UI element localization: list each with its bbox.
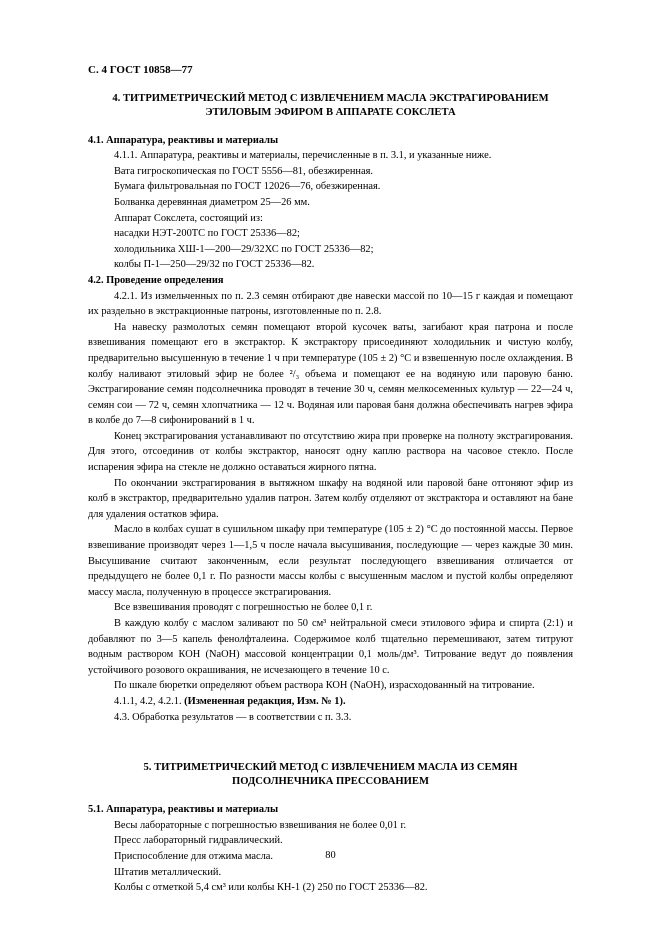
page-header: С. 4 ГОСТ 10858—77 <box>88 64 193 76</box>
amendment-label: (Измененная редакция, Изм. № 1). <box>184 695 346 707</box>
section-5-title <box>88 761 573 789</box>
paragraph-4-3: 4.3. Обработка результатов — в соответствии с п. 3.3. <box>114 711 352 723</box>
list-item: Штатив металлический. <box>114 866 222 878</box>
list-item: Весы лабораторные с погрешностью взвешивания не более 0,01 г. <box>114 819 407 831</box>
list-item: Вата гигроскопическая по ГОСТ 5556—81, обезжиренная. <box>114 165 373 177</box>
list-item: Приспособление для отжима масла. <box>114 850 273 862</box>
paragraph: На навеску размолотых семян помещают второй кусочек ваты, загибают края патрона и после взвешивания помещают его в экстрактор. К экстрактору присоединяют холодильник и чистую колбу, предварительно высушенную в течение 1 ч при температуре (105 ± 2) °С и взвешенную после охлаждения. В колбу наливают этиловый эфир не более ²/₃ объема и помещают ее на водяную или паровую баню. Экстрагирование семян подсолнечника проводят в течение 30 ч, семян мелкосеменных культур — 22—24 ч, семян сои — 72 ч, семян хлопчатника — 12 ч. Водяная или паровая баня должна обеспечивать нагрев эфира в колбе до 7—8 сифонирований в 1 ч. <box>88 321 573 427</box>
paragraph-4-1-1: 4.1.1. Аппаратура, реактивы и материалы, перечисленные в п. 3.1, и указанные ниже. <box>114 150 492 162</box>
subsection-5-1-heading: 5.1. Аппаратура, реактивы и материалы <box>88 804 279 816</box>
page-number: 80 <box>325 850 336 861</box>
paragraph: Все взвешивания проводят с погрешностью не более 0,1 г. <box>114 602 373 614</box>
amendment-note <box>88 694 573 710</box>
paragraph: По шкале бюретки определяют объем раствора КОН (NaOH), израсходованный на титрование. <box>114 680 535 692</box>
list-item: Бумага фильтровальная по ГОСТ 12026—76, обезжиренная. <box>114 181 381 193</box>
subsection-4-2-heading: 4.2. Проведение определения <box>88 274 224 286</box>
section-4-title-line2: ЭТИЛОВЫМ ЭФИРОМ В АППАРАТЕ СОКСЛЕТА <box>205 106 456 118</box>
section-4-title <box>88 92 573 120</box>
list-item: Аппарат Сокслета, состоящий из: <box>114 212 263 224</box>
list-item: Болванка деревянная диаметром 25—26 мм. <box>114 196 310 208</box>
paragraph: По окончании экстрагирования в вытяжном шкафу на водяной или паровой бане отгоняют эфир из колб в экстрактор, предварительно удалив патрон. Затем колбу отделяют от экстрактора и оставляют на бане для удаления остатков эфира. <box>88 477 573 520</box>
list-item: Колбы с отметкой 5,4 см³ или колбы КН-1 (2) 250 по ГОСТ 25336—82. <box>114 882 428 894</box>
section-4-title-line1: 4. ТИТРИМЕТРИЧЕСКИЙ МЕТОД С ИЗВЛЕЧЕНИЕМ МАСЛА ЭКСТРАГИРОВАНИЕМ <box>112 92 549 104</box>
list-item: насадки НЭТ-200ТС по ГОСТ 25336—82; <box>114 228 300 240</box>
list-item: Пресс лабораторный гидравлический. <box>114 835 283 847</box>
subsection-4-1-heading: 4.1. Аппаратура, реактивы и материалы <box>88 134 279 146</box>
paragraph: В каждую колбу с маслом заливают по 50 см³ нейтральной смеси этилового эфира и спирта (2:1) и добавляют по 3—5 капель фенолфталеина. Содержимое колб тщательно перемешивают, затем титруют водным раствором КОН (NaOH) массовой концентрации 0,1 моль/дм³. Титрование ведут до появления устойчивого розового окрашивания, не исчезающего в течение 10 с. <box>88 618 573 676</box>
paragraph: Масло в колбах сушат в сушильном шкафу при температуре (105 ± 2) °С до постоянной массы. Первое взвешивание производят через 1—1,5 ч после начала высушивания, последующие — через каждые 30 мин. Высушивание считают законченным, если результат последующего взвешивания отличается от предыдущего не более 0,1 г. По разности массы колбы с высушенным маслом и пустой колбы определяют массу масла, полученную в процессе экстрагирования. <box>88 524 573 598</box>
section-5-title-line2: ПОДСОЛНЕЧНИКА ПРЕССОВАНИЕМ <box>232 776 429 788</box>
section-5-title-line1: 5. ТИТРИМЕТРИЧЕСКИЙ МЕТОД С ИЗВЛЕЧЕНИЕМ МАСЛА ИЗ СЕМЯН <box>143 762 518 774</box>
paragraph: Конец экстрагирования устанавливают по отсутствию жира при проверке на полноту экстрагирования. Для этого, отсоединив от колбы экстрактор, наносят одну каплю раствора на часовое стекло. После испарения эфира на стекле не должно оставаться жирного пятна. <box>88 430 573 474</box>
list-item: колбы П-1—250—29/32 по ГОСТ 25336—82. <box>114 259 315 271</box>
amendment-refs: 4.1.1, 4.2, 4.2.1. <box>114 695 182 707</box>
list-item: холодильника ХШ-1—200—29/32ХС по ГОСТ 25336—82; <box>114 243 374 255</box>
paragraph-4-2-1: 4.2.1. Из измельченных по п. 2.3 семян отбирают две навески массой по 10—15 г каждая и помещают их раздельно в экстракционные патроны, изготовленные по п. 2.8. <box>88 290 573 318</box>
